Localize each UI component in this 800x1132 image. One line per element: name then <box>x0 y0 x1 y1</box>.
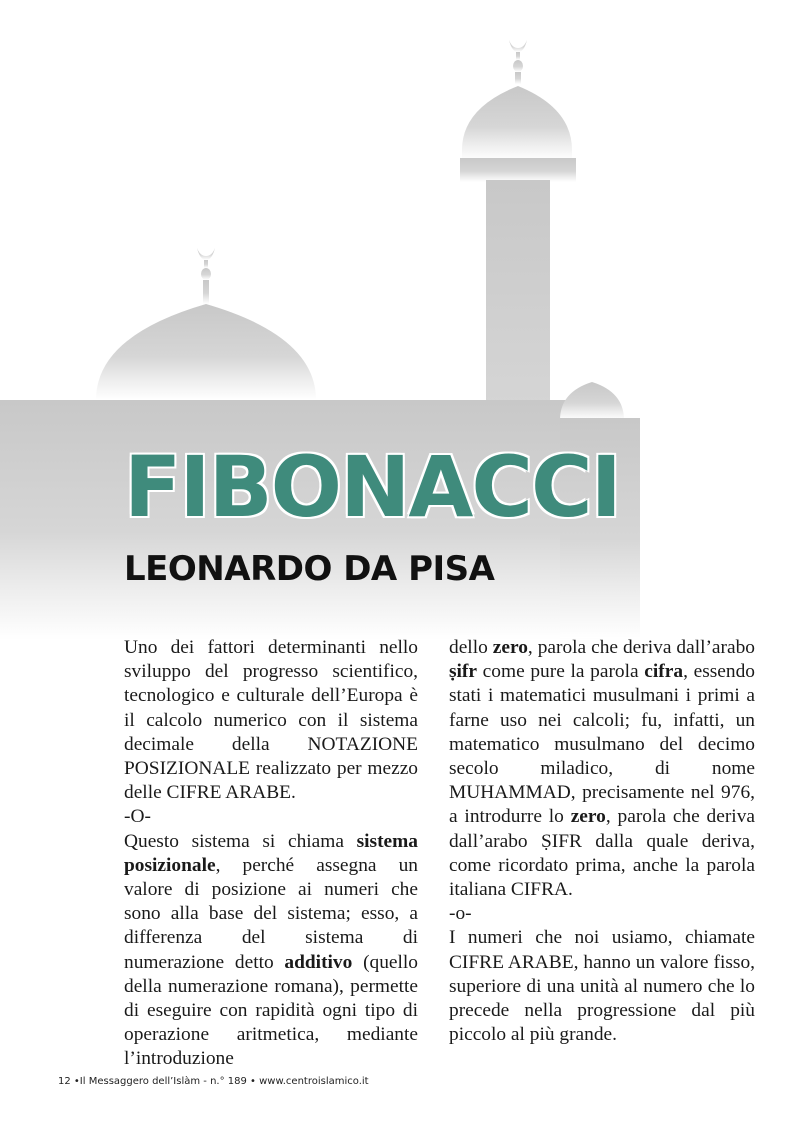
paragraph-zero <box>449 636 755 902</box>
section-separator: -o- <box>449 903 472 925</box>
article-subtitle: LEONARDO DA PISA <box>124 549 495 589</box>
text-segment: , essendo stati i matematici musulmani i primi a farne uso nei calcoli; fu, infatti, un matematico musulmano del decimo secolo miladico, di nome MUHAMMAD, precisamente nel 976, a introdurre lo <box>449 661 755 828</box>
text-segment: , parola che deriva dall’arabo ṢIFR dalla quale deriva, come ricordato prima, anche la parola italiana CIFRA. <box>449 806 755 901</box>
bold-term-zero-2: zero <box>570 806 606 828</box>
text-segment: (quello della numerazione romana), permette di eseguire con rapidità ogni tipo di operazione aritmetica, mediante l’introduzione <box>124 951 418 1070</box>
bold-term-additivo: additivo <box>284 951 353 973</box>
bold-term-zero: zero <box>492 637 528 658</box>
article-title: FIBONACCI <box>124 438 620 536</box>
text-segment: , perché assegna un valore di posizione ai numeri che sono alla base del sistema; esso, a differenza del sistema di numerazione detto <box>124 854 418 973</box>
bold-term-sifr: ṣifr <box>449 661 477 683</box>
text-segment: dello <box>449 637 493 658</box>
text-segment: come pure la parola <box>477 661 645 683</box>
page-footer: 12 •Il Messaggero dell’Islàm - n.° 189 • www.centroislamico.it <box>58 1076 369 1087</box>
text-segment: , parola che deriva dall’arabo <box>527 637 755 658</box>
article-column-left <box>124 636 418 1072</box>
bold-term-sistema-posizionale: sistema posizionale <box>124 830 418 876</box>
text-segment: Questo sistema si chiama <box>124 830 357 852</box>
paragraph-arabic-numerals <box>449 926 755 1047</box>
paragraph-intro-text: Uno dei fattori determinanti nello sviluppo del progresso scientifico, tecnologico e culturale dell’Europa è il calcolo numerico con il sistema decimale della NOTAZIONE POSIZIONALE realizzato per mezzo delle CIFRE ARABE. <box>124 637 418 804</box>
article-column-right <box>449 636 755 1047</box>
bold-term-cifra: cifra <box>644 661 684 683</box>
section-separator: -O- <box>124 806 151 828</box>
paragraph-positional-system <box>124 830 418 1072</box>
text-segment: I numeri che noi usiamo, chiamate CIFRE ARABE, hanno un valore fisso, superiore di una unità al numero che lo precede nella progressione dal più piccolo al più grande. <box>449 927 755 1046</box>
paragraph-intro <box>124 636 418 805</box>
